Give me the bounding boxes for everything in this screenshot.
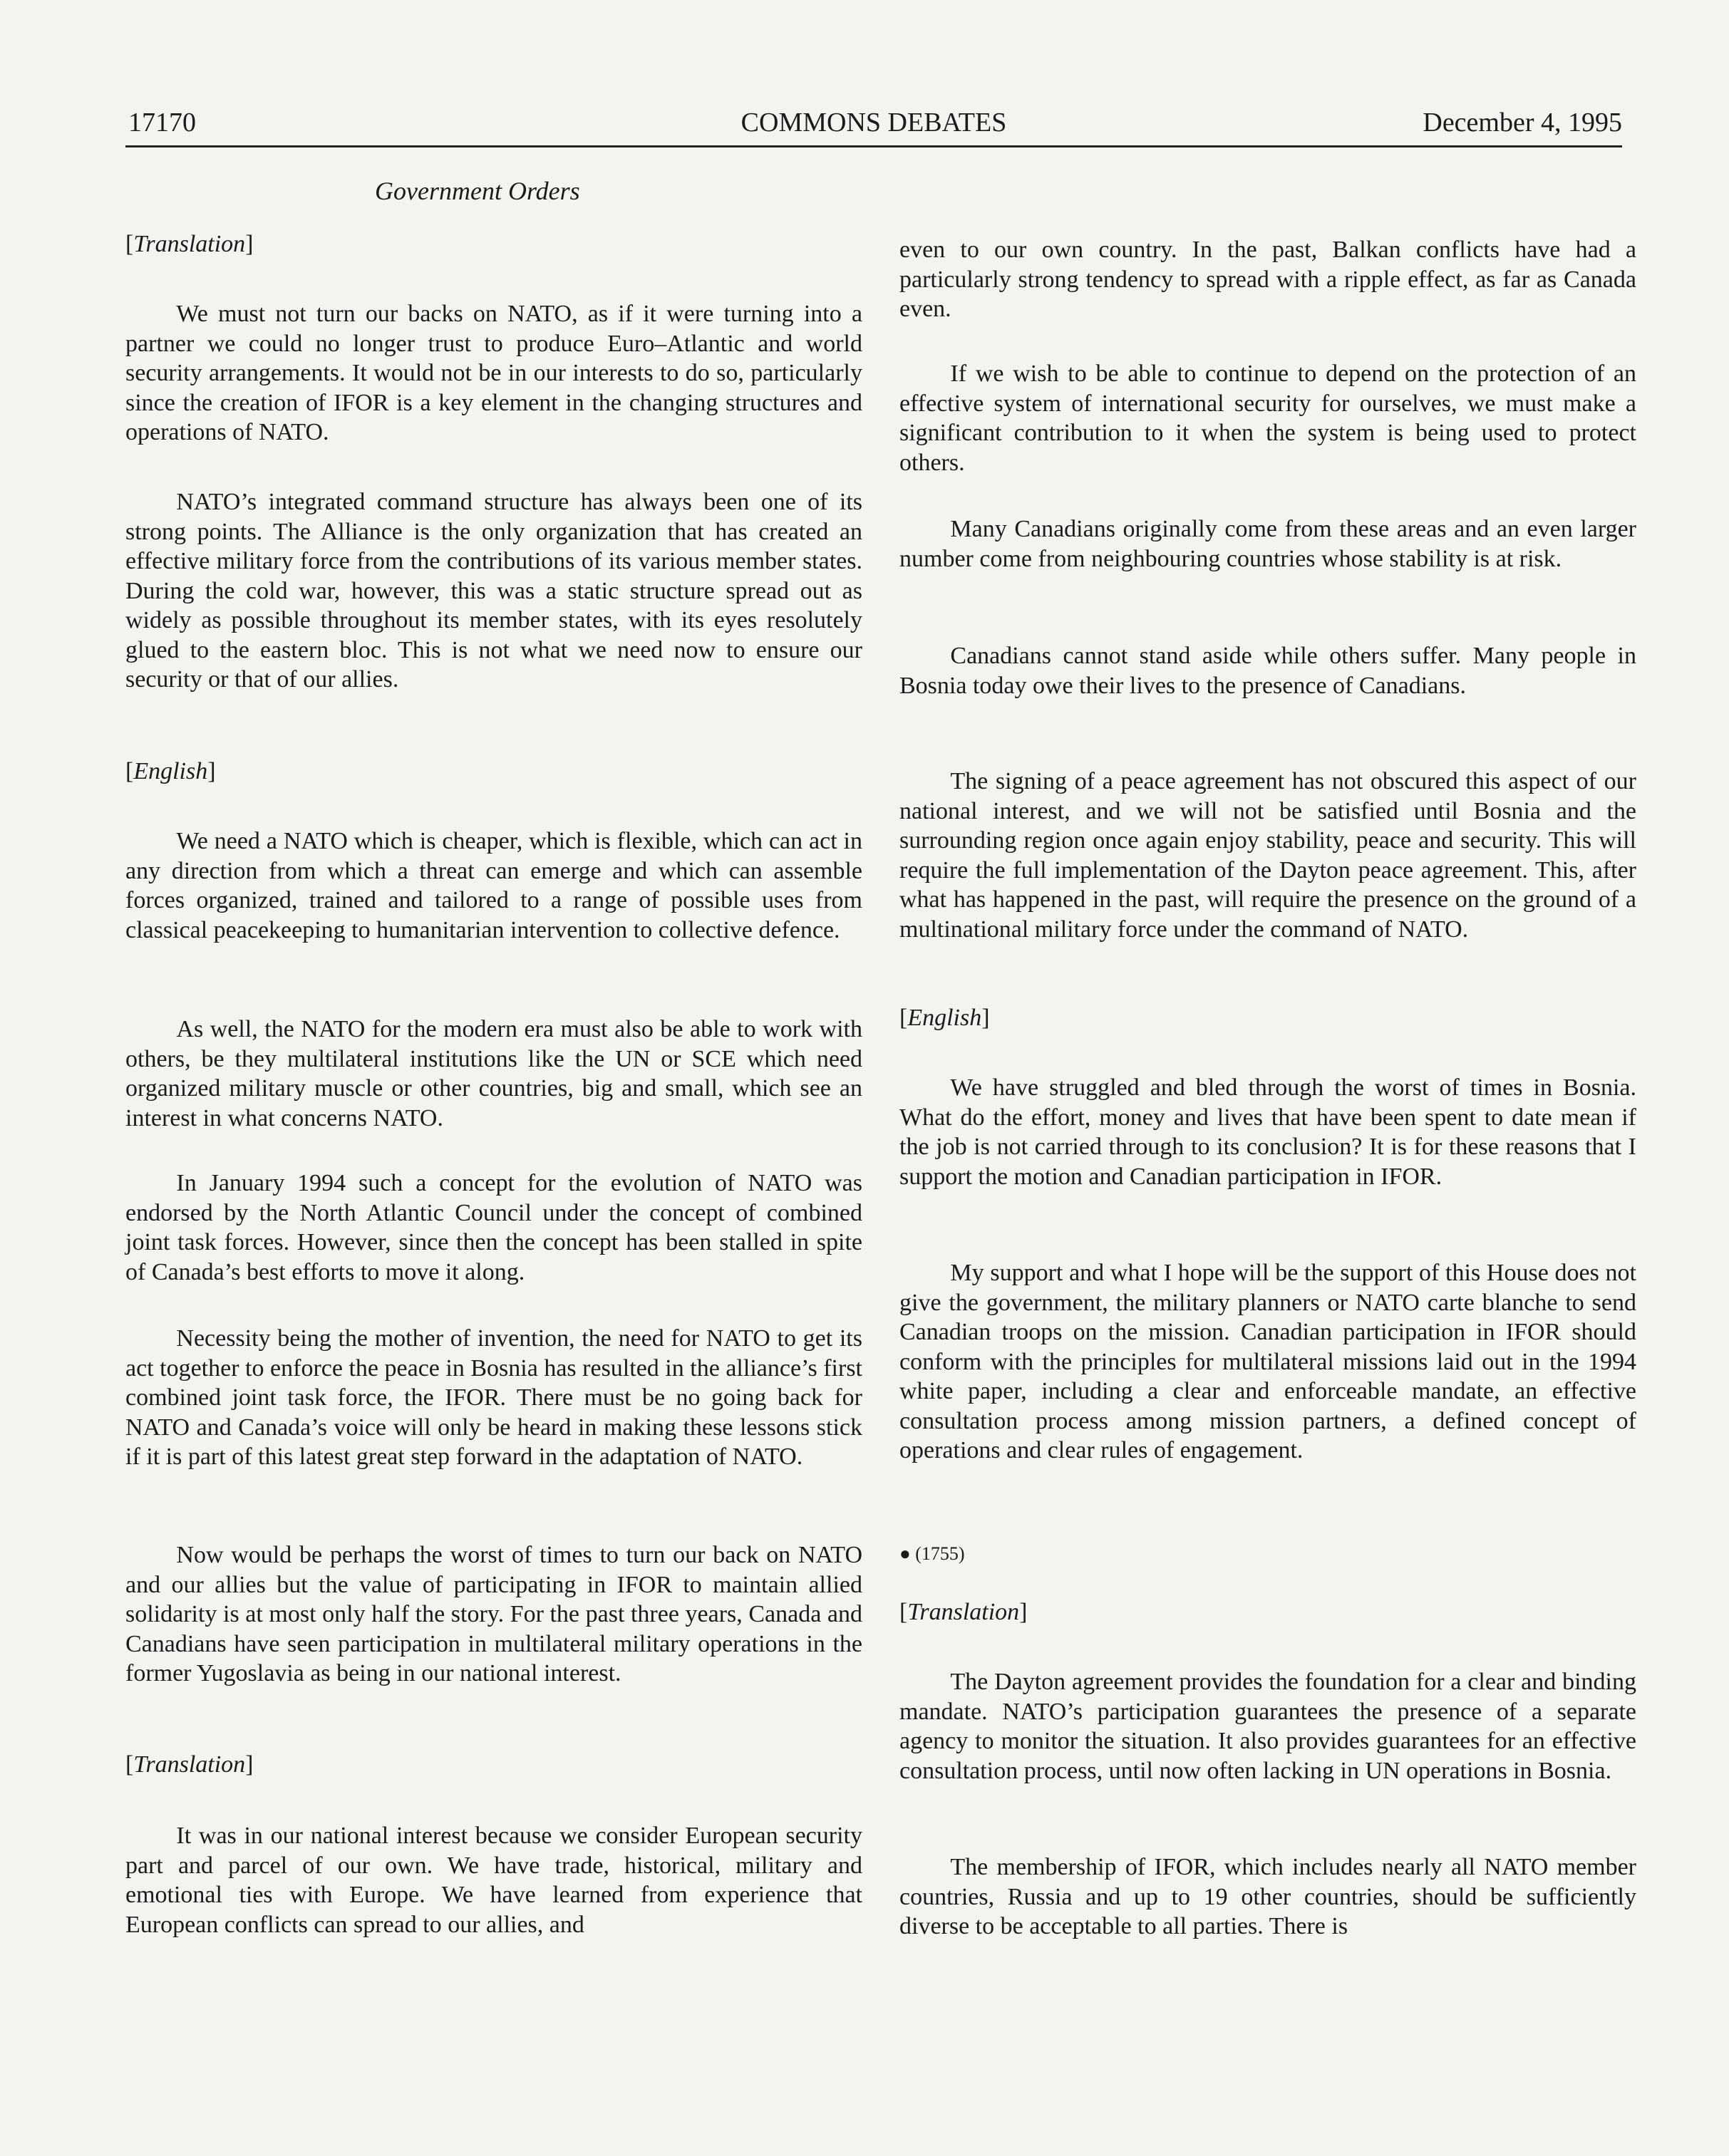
left-column-tag xyxy=(125,1750,862,1780)
paragraph: My support and what I hope will be the support of this House does not give the government, the military planners or NATO carte blanche to send Canadian troops on the mission. Canadian participation in IFOR should conform with the principles for multilateral missions laid out in the 1994 white paper, including a clear and enforceable mandate, an effective consultation process among mission partners, a defined concept of operations and clear rules of engagement. xyxy=(899,1260,1636,1463)
paragraph: We need a NATO which is cheaper, which is flexible, which can act in any direction from which a threat can emerge and which can assemble forces organized, trained and tailored to a range of possible uses from classical peacekeeping to humanitarian intervention to collective defence. xyxy=(125,828,862,943)
left-column-paragraph xyxy=(125,826,862,945)
language-tag-english: [English] xyxy=(125,758,216,784)
right-column-paragraph xyxy=(899,1073,1636,1191)
left-column-paragraph xyxy=(125,487,862,695)
paragraph: Many Canadians originally come from these areas and an even larger number come from neighbouring countries whose stability is at risk. xyxy=(899,516,1636,572)
right-column-paragraph xyxy=(899,235,1636,324)
left-column-paragraph xyxy=(125,1540,862,1689)
right-column-tag xyxy=(899,1003,1636,1033)
language-tag-translation: [Translation] xyxy=(125,1751,254,1778)
right-column-paragraph xyxy=(899,1852,1636,1942)
left-column-paragraph xyxy=(125,1168,862,1287)
right-column-paragraph xyxy=(899,359,1636,477)
paragraph: The Dayton agreement provides the foundation for a clear and binding mandate. NATO’s participation guarantees the presence of a separate agency to monitor the situation. It also provides guarantees for an effective consultation process, until now often lacking in UN operations in Bosnia. xyxy=(899,1669,1636,1784)
paragraph: Canadians cannot stand aside while others suffer. Many people in Bosnia today owe their lives to the presence of Canadians. xyxy=(899,643,1636,699)
paragraph-continued: even to our own country. In the past, Balkan conflicts have had a particularly strong tendency to spread with a ripple effect, as far as Canada even. xyxy=(899,237,1636,322)
right-column-paragraph xyxy=(899,767,1636,944)
left-column-paragraph xyxy=(125,1015,862,1133)
paragraph: NATO’s integrated command structure has always been one of its strong points. The Alliance is the only organization that has created an effective military force from the contributions of its various member states. During the cold war, however, this was a static structure spread out as widely as possible throughout its member states, with its eyes resolutely glued to the eastern bloc. This is not what we need now to ensure our security or that of our allies. xyxy=(125,489,862,693)
paragraph: In January 1994 such a concept for the evolution of NATO was endorsed by the North Atlantic Council under the concept of combined joint task forces. However, since then the concept has been stalled in spite of Canada’s best efforts to move it along. xyxy=(125,1170,862,1285)
left-column-paragraph xyxy=(125,1324,862,1472)
left-column-paragraph xyxy=(125,299,862,447)
right-column-paragraph xyxy=(899,1667,1636,1786)
paragraph: Necessity being the mother of invention, the need for NATO to get its act together to enforce the peace in Bosnia has resulted in the alliance’s first combined joint task force, the IFOR. There must be no going back for NATO and Canada’s voice will only be heard in making these lessons stick if it is part of this latest great step forward in the adaptation of NATO. xyxy=(125,1325,862,1470)
section-title: Government Orders xyxy=(375,177,580,205)
paragraph: The signing of a peace agreement has not obscured this aspect of our national interest, and we will not be satisfied until Bosnia and the surrounding region once again enjoy stability, peace and security. This will require the full implementation of the Dayton peace agreement. This, after what has happened in the past, will require the presence on the ground of a multinational military force under the command of NATO. xyxy=(899,768,1636,943)
paragraph: We have struggled and bled through the worst of times in Bosnia. What do the effort, money and lives that have been spent to date mean if the job is not carried through to its conclusion? It is for these reasons that I support the motion and Canadian participation in IFOR. xyxy=(899,1074,1636,1190)
publication-title: COMMONS DEBATES xyxy=(740,108,1007,138)
paragraph: It was in our national interest because we consider European security part and parcel of our own. We have trade, historical, military and emotional ties with Europe. We have learned from experience that European conflicts can spread to our allies, and xyxy=(125,1823,862,1938)
left-column xyxy=(125,229,862,259)
language-tag-english: [English] xyxy=(899,1005,990,1031)
paragraph: If we wish to be able to continue to depend on the protection of an effective system of international security for ourselves, we must make a significant contribution to it when the system is being used to protect others. xyxy=(899,361,1636,476)
right-column-paragraph xyxy=(899,641,1636,700)
page-number: 17170 xyxy=(128,108,196,138)
right-column-tag xyxy=(899,1597,1636,1627)
paragraph: As well, the NATO for the modern era must also be able to work with others, be they multilateral institutions like the UN or SCE which need organized military muscle or other countries, big and small, which see an interest in what concerns NATO. xyxy=(125,1016,862,1131)
language-tag-translation: [Translation] xyxy=(899,1599,1028,1625)
right-column-paragraph xyxy=(899,514,1636,574)
right-column-marker xyxy=(899,1539,1636,1569)
paragraph: Now would be perhaps the worst of times to turn our back on NATO and our allies but the value of participating in IFOR to maintain allied solidarity is at most only half the story. For the past three years, Canada and Canadians have seen participation in multilateral military operations in the former Yugoslavia as being in our national interest. xyxy=(125,1542,862,1686)
left-column-paragraph xyxy=(125,1821,862,1939)
language-tag-translation: [Translation] xyxy=(125,231,254,257)
right-column-paragraph xyxy=(899,1258,1636,1466)
left-column-tag xyxy=(125,757,862,787)
page-header xyxy=(125,105,1622,147)
time-marker: ● (1755) xyxy=(899,1543,965,1564)
paragraph: We must not turn our backs on NATO, as if it were turning into a partner we could no longer trust to produce Euro–Atlantic and world security arrangements. It would not be in our interests to do so, particularly since the creation of IFOR is a key element in the changing structures and operations of NATO. xyxy=(125,301,862,445)
publication-date: December 4, 1995 xyxy=(1423,108,1622,138)
paragraph: The membership of IFOR, which includes nearly all NATO member countries, Russia and up to 19 other countries, should be sufficiently diverse to be acceptable to all parties. There is xyxy=(899,1854,1636,1939)
